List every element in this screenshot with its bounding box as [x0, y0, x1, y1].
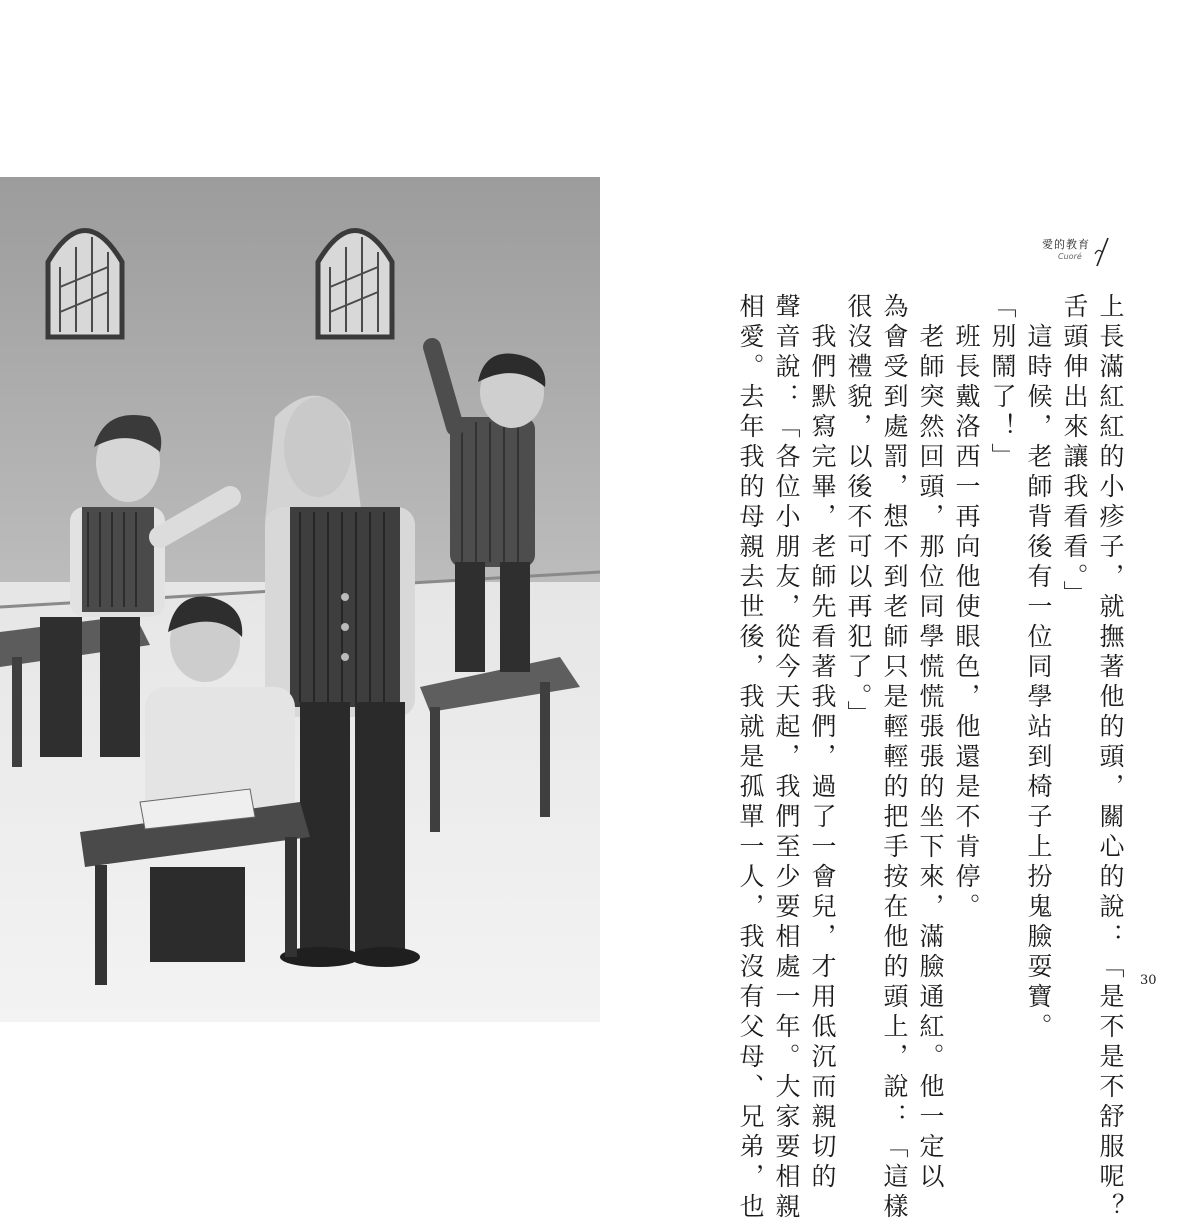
running-header [1030, 236, 1110, 276]
text-column: 聲音說：「各位小朋友，從今天起，我們至少要相處一年。大家要相親 [772, 293, 801, 1223]
window-left [48, 231, 122, 338]
text-column: 老師突然回頭，那位同學慌慌張張的坐下來，滿臉通紅。他一定以 [916, 293, 945, 1193]
running-header-subtitle: Cuoré [1058, 252, 1082, 261]
text-column: 很沒禮貌，以後不可以再犯了。」 [844, 293, 873, 731]
body-text [290, 293, 1130, 1223]
text-column: 這時候，老師背後有一位同學站到椅子上扮鬼臉耍寶。 [1024, 293, 1053, 1043]
text-column: 舌頭伸出來讓我看看。」 [1060, 293, 1089, 611]
text-column: 為會受到處罰，想不到老師只是輕輕的把手按在他的頭上，說：「這樣 [880, 293, 909, 1223]
page-number: 30 [1140, 973, 1157, 988]
text-column: 「別鬧了！」 [988, 293, 1017, 473]
slash-ornament-icon [1094, 236, 1110, 268]
text-column: 上長滿紅紅的小疹子，就撫著他的頭，關心的說：「是不是不舒服呢？ [1096, 293, 1125, 1223]
text-column: 相愛。去年我的母親去世後，我就是孤單一人，我沒有父母、兄弟，也 [736, 293, 765, 1223]
text-column: 班長戴洛西一再向他使眼色，他還是不肯停。 [952, 293, 981, 923]
text-column: 我們默寫完畢，老師先看著我們，過了一會兒，才用低沉而親切的 [808, 293, 837, 1193]
running-header-title: 愛的教育 [1042, 238, 1090, 251]
